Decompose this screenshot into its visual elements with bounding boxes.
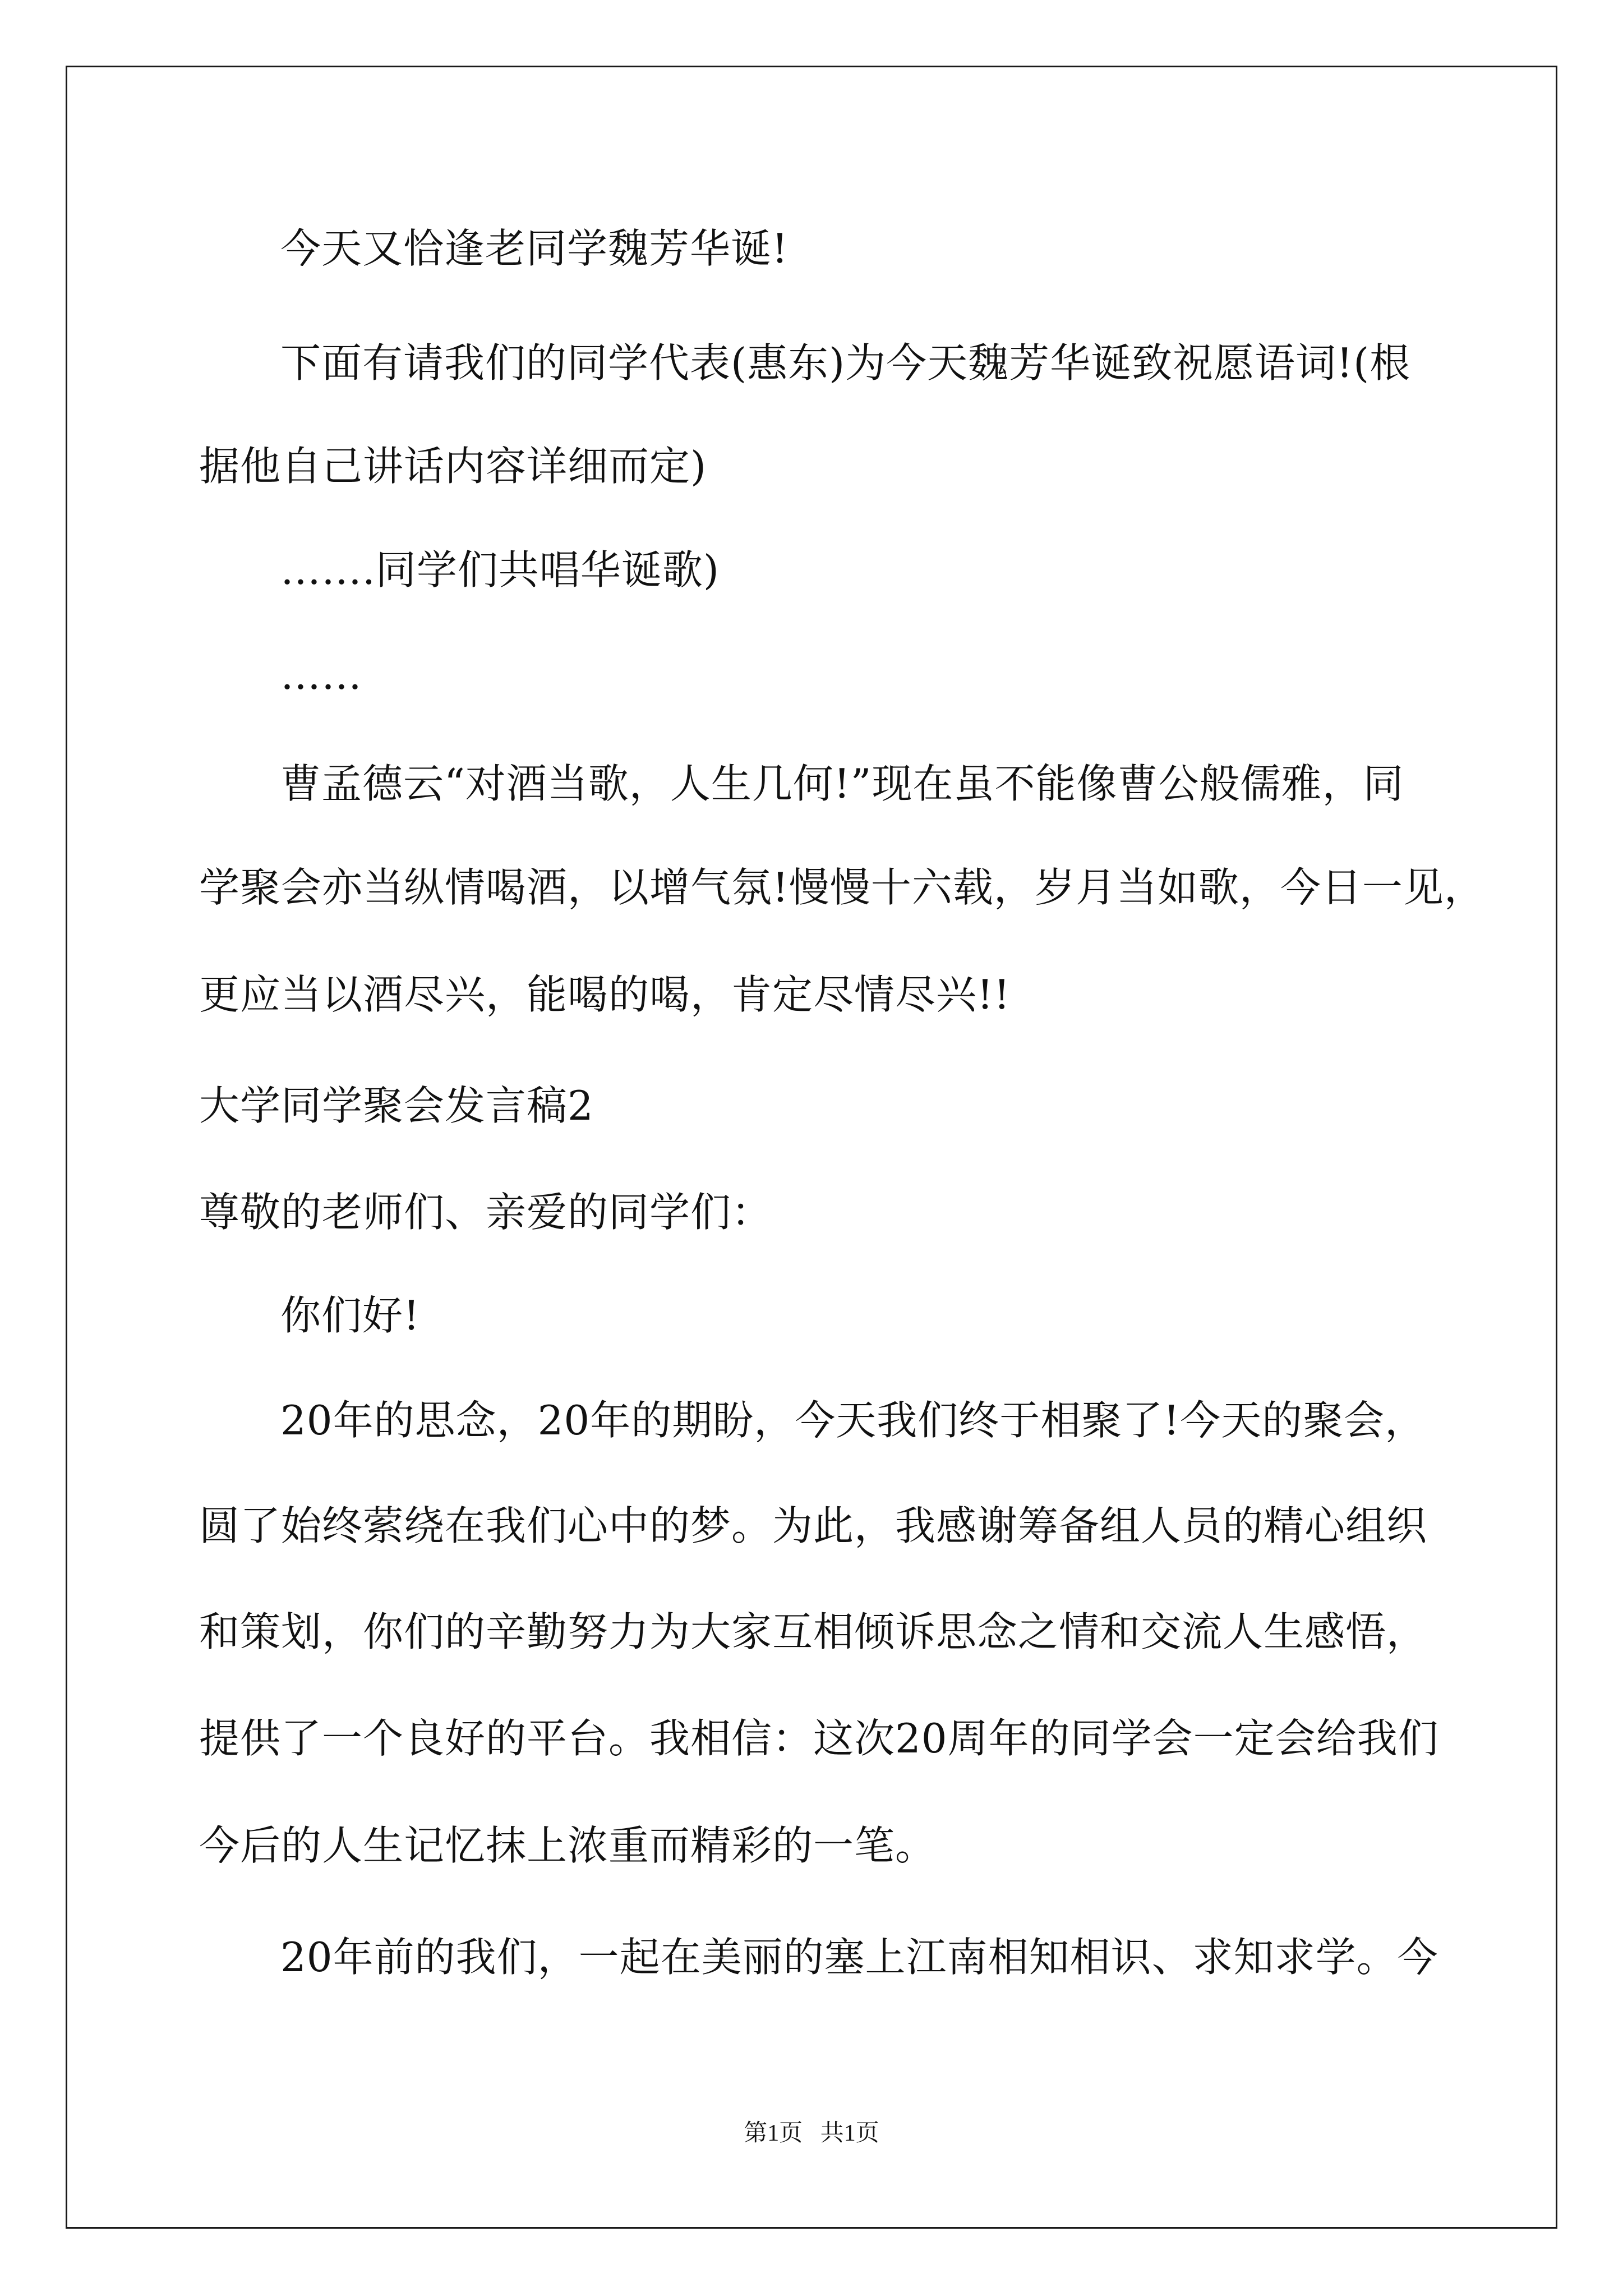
salutation: 尊敬的老师们、亲爱的同学们：: [199, 1189, 773, 1236]
page-frame: [66, 66, 1557, 2229]
paragraph-line: ……: [280, 651, 362, 698]
paragraph-line: 和策划，你们的辛勤努力为大家互相倾诉思念之情和交流人生感悟，: [199, 1608, 1428, 1655]
paragraph-line: …….同学们共唱华诞歌): [280, 546, 720, 593]
paragraph-line: 据他自己讲话内容详细而定): [199, 443, 707, 490]
greeting: 你们好!: [280, 1292, 420, 1339]
paragraph-line: 圆了始终萦绕在我们心中的梦。为此，我感谢筹备组人员的精心组织: [199, 1502, 1428, 1549]
section-heading: 大学同学聚会发言稿2: [199, 1082, 594, 1129]
paragraph-line: 提供了一个良好的平台。我相信：这次20周年的同学会一定会给我们: [199, 1715, 1439, 1762]
paragraph-line: 更应当以酒尽兴，能喝的喝，肯定尽情尽兴!!: [199, 971, 1011, 1018]
paragraph-line: 20年的思念，20年的期盼，今天我们终于相聚了!今天的聚会，: [280, 1397, 1426, 1444]
paragraph-line: 今天又恰逢老同学魏芳华诞!: [280, 225, 789, 272]
paragraph-line: 下面有请我们的同学代表(惠东)为今天魏芳华诞致祝愿语词!(根: [280, 339, 1411, 386]
page-footer: 第1页 共1页: [744, 2120, 879, 2146]
paragraph-line: 20年前的我们，一起在美丽的塞上江南相知相识、求知求学。今: [280, 1934, 1438, 1981]
paragraph-line: 今后的人生记忆抹上浓重而精彩的一笔。: [199, 1822, 937, 1869]
paragraph-line: 学聚会亦当纵情喝酒，以增气氛!慢慢十六载，岁月当如歌，今日一见，: [199, 864, 1485, 911]
paragraph-line: 曹孟德云“对酒当歌，人生几何!”现在虽不能像曹公般儒雅，同: [280, 760, 1404, 807]
